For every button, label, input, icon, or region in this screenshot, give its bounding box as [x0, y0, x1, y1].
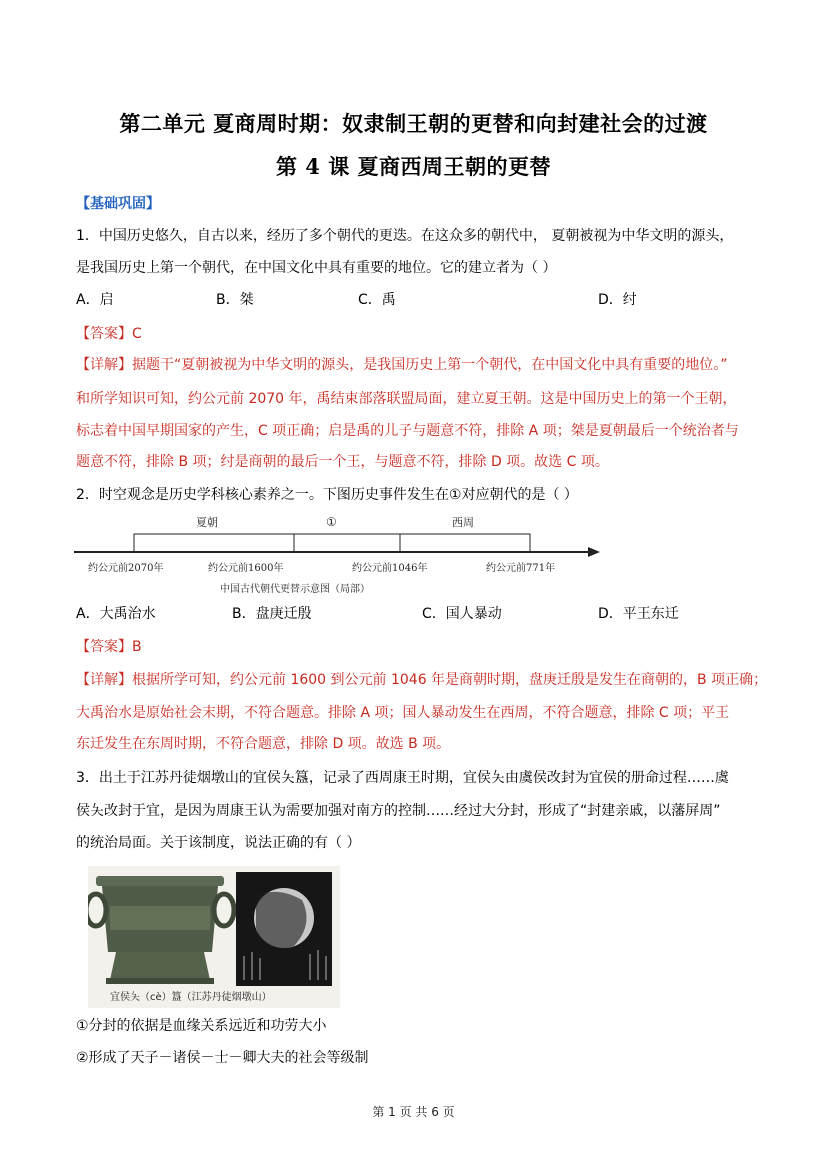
timeline-label-marker: ① [326, 515, 337, 529]
q1-detail-1: 【详解】据题干“夏朝被视为中华文明的源头，是我国历史上第一个朝代，在中国文化中具有重要的地位。” [76, 357, 728, 373]
image-caption: 宜侯夨（cè）簋（江苏丹徒烟墩山） [110, 992, 272, 1003]
q1-line-2: 是我国历史上第一个朝代，在中国文化中具有重要的地位。它的建立者为（ ） [76, 260, 557, 276]
q3-statement-2: ②形成了天子－诸侯－士－卿大夫的社会等级制 [76, 1050, 369, 1066]
q2-option-c: C．国人暴动 [422, 606, 502, 622]
q3-statement-1: ①分封的依据是血缘关系远近和功劳大小 [76, 1018, 327, 1034]
timeline-date-2: 约公元前1600年 [208, 563, 284, 574]
q2-detail-3: 东迁发生在东周时期，不符合题意，排除 D 项。故选 B 项。 [76, 736, 451, 752]
unit-title: 第二单元 夏商周时期：奴隶制王朝的更替和向封建社会的过渡 [119, 111, 708, 136]
section-label: 【基础巩固】 [76, 196, 160, 212]
timeline-label-xizhou: 西周 [452, 516, 474, 529]
timeline-date-3: 约公元前1046年 [352, 563, 428, 574]
timeline-date-1: 约公元前2070年 [88, 563, 164, 574]
q1-option-a: A．启 [76, 292, 114, 308]
q2-option-a: A．大禹治水 [76, 606, 156, 622]
q2-option-b: B．盘庚迁殷 [232, 606, 312, 622]
q1-answer: 【答案】C [76, 326, 142, 342]
timeline-date-4: 约公元前771年 [486, 563, 556, 574]
q2-detail-2: 大禹治水是原始社会末期，不符合题意。排除 A 项；国人暴动发生在西周，不符合题意，排除 C 项；平王 [76, 705, 730, 721]
q1-line-1: 1．中国历史悠久，自古以来，经历了多个朝代的更迭。在这众多的朝代中， 夏朝被视为中华文明的源头， [76, 228, 734, 244]
q1-option-d: D．纣 [598, 292, 637, 308]
q2-answer: 【答案】B [76, 639, 142, 655]
timeline-figure [70, 506, 610, 602]
q3-line-3: 的统治局面。关于该制度，说法正确的有（ ） [76, 835, 361, 851]
bronze-gui-image [88, 866, 340, 1008]
timeline-label-xia: 夏朝 [196, 516, 218, 529]
q1-option-b: B．桀 [216, 292, 254, 308]
lesson-title: 第 4 课 夏商西周王朝的更替 [275, 154, 552, 179]
q3-line-2: 侯夨改封于宜，是因为周康王认为需要加强对南方的控制……经过大分封，形成了“封建亲戚，以藩屏周” [76, 803, 721, 819]
q2-detail-1: 【详解】根据所学可知，约公元前 1600 到公元前 1046 年是商朝时期，盘庚迁殷是发生在商朝的，B 项正确； [76, 672, 768, 688]
timeline-caption: 中国古代朝代更替示意图（局部） [220, 584, 370, 595]
q2-line-1: 2．时空观念是历史学科核心素养之一。下图历史事件发生在①对应朝代的是（ ） [76, 487, 578, 503]
page-footer: 第 1 页 共 6 页 [372, 1105, 455, 1119]
q2-option-d: D．平王东迁 [598, 606, 679, 622]
q1-detail-3: 标志着中国早期国家的产生，C 项正确；启是禹的儿子与题意不符，排除 A 项；桀是夏朝最后一个统治者与 [76, 423, 739, 439]
q1-detail-4: 题意不符，排除 B 项；纣是商朝的最后一个王，与题意不符，排除 D 项。故选 C 项。 [76, 454, 609, 470]
bronze-gui-illustration [88, 866, 340, 1008]
q3-line-1: 3．出土于江苏丹徒烟墩山的宜侯夨簋，记录了西周康王时期，宜侯夨由虞侯改封为宜侯的册命过程……虞 [76, 770, 729, 786]
q1-detail-2: 和所学知识可知，约公元前 2070 年，禹结束部落联盟局面，建立夏王朝。这是中国历史上的第一个王朝， [76, 391, 737, 407]
q1-option-c: C．禹 [358, 292, 396, 308]
